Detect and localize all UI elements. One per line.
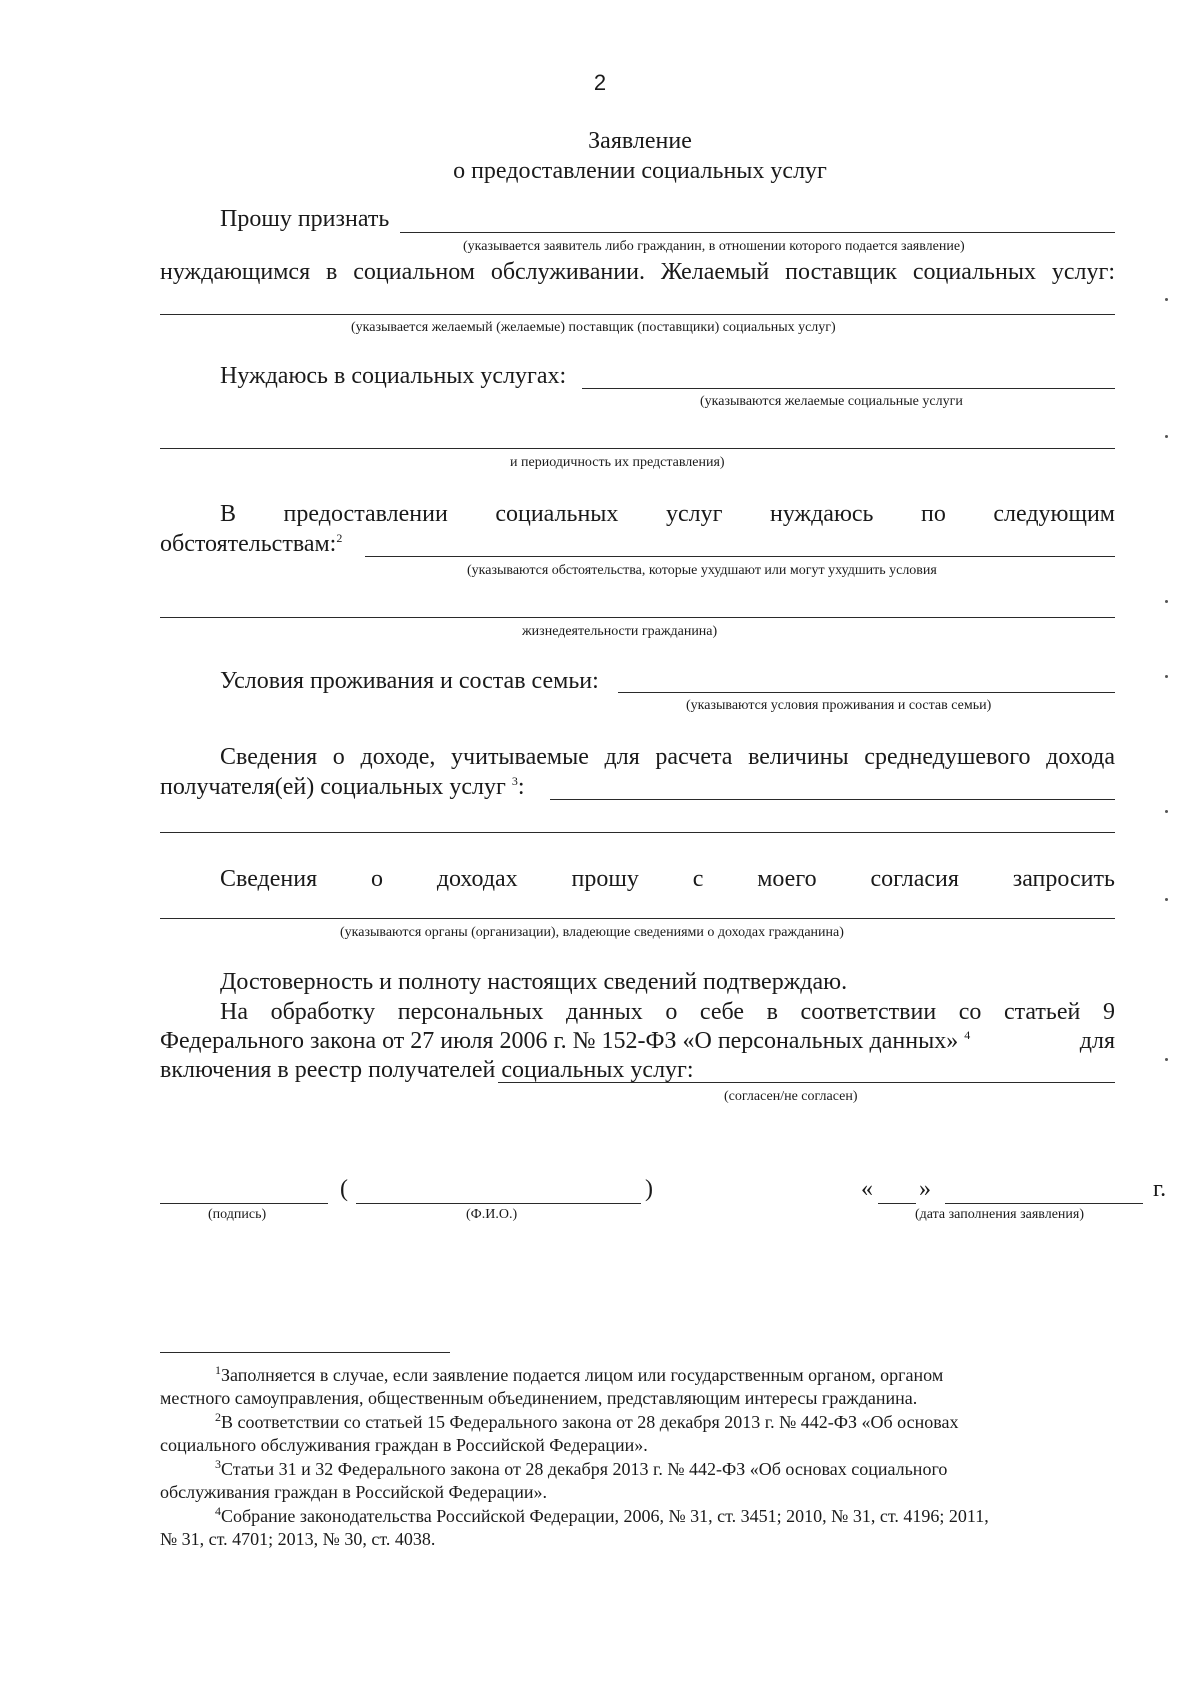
- word: обработку: [270, 999, 376, 1025]
- word: Сведения: [220, 866, 318, 892]
- services-label: Нуждаюсь в социальных услугах:: [220, 363, 567, 389]
- document-title: Заявление: [588, 128, 692, 154]
- word: соответствии: [800, 999, 937, 1025]
- applicant-hint: (указывается заявитель либо гражданин, в отношении которого подается заявление): [463, 239, 965, 254]
- date-hint: (дата заполнения заявления): [915, 1207, 1085, 1222]
- circumstances-field[interactable]: [365, 556, 1115, 557]
- circumstances-label: обстоятельствам:$^2$: [160, 531, 343, 557]
- word: по: [921, 501, 946, 527]
- footnote-1: $^1$Заполняется в случае, если заявление подается лицом или государственным органом, органом: [215, 1363, 944, 1385]
- consent-line2: [160, 1027, 1115, 1055]
- income-request-line: [220, 865, 1115, 893]
- income-line2: получателя(ей) социальных услуг $^3$:: [160, 774, 525, 800]
- word: прошу: [571, 866, 639, 892]
- living-label: Условия проживания и состав семьи:: [220, 668, 599, 694]
- word: себе: [699, 999, 745, 1025]
- word: со: [958, 999, 982, 1025]
- word: моего: [757, 866, 817, 892]
- confirm-statement: Достоверность и полноту настоящих сведений подтверждаю.: [220, 969, 848, 995]
- word: В: [220, 501, 237, 527]
- word: о: [370, 866, 383, 892]
- footnote-3: $^3$Статьи 31 и 32 Федерального закона от 28 декабря 2013 г. № 442-ФЗ «Об основах социального: [215, 1457, 948, 1479]
- word: с: [692, 866, 704, 892]
- scan-dot: [1165, 1058, 1168, 1061]
- scan-dot: [1165, 810, 1168, 813]
- consent-line2-text: Федерального закона от 27 июля 2006 г. № 152-ФЗ «О персональных данных» $^4$: [160, 1028, 971, 1054]
- date-month-field[interactable]: [945, 1203, 1143, 1204]
- footnote-ref-4: 4: [964, 1028, 971, 1042]
- date-day-field[interactable]: [878, 1203, 916, 1204]
- footnote-4-cont: № 31, ст. 4701; 2013, № 30, ст. 4038.: [160, 1529, 436, 1549]
- signature-hint: (подпись): [208, 1207, 267, 1222]
- provider-hint: (указывается желаемый (желаемые) поставщик (поставщики) социальных услуг): [351, 320, 836, 335]
- applicant-field[interactable]: [400, 232, 1115, 233]
- footnote-2: $^2$В соответствии со статьей 15 Федерального закона от 28 декабря 2013 г. № 442-ФЗ «Об основах: [215, 1410, 959, 1432]
- word: о: [665, 999, 678, 1025]
- consent-line1: [220, 998, 1115, 1026]
- services-hint: (указываются желаемые социальные услуги: [700, 394, 963, 409]
- word: доходах: [436, 866, 518, 892]
- word: запросить: [1012, 866, 1115, 892]
- scan-dot: [1165, 435, 1168, 438]
- word: 9: [1102, 999, 1115, 1025]
- footnote-4: $^4$Собрание законодательства Российской Федерации, 2006, № 31, ст. 3451; 2010, № 31, ст. 4196; 2011,: [215, 1504, 989, 1526]
- year-suffix: г.: [1153, 1176, 1167, 1202]
- circumstances-field-2[interactable]: [160, 617, 1115, 618]
- footnote-2-cont: социального обслуживания граждан в Российской Федерации».: [160, 1435, 648, 1455]
- circumstances-hint: (указываются обстоятельства, которые ухудшают или могут ухудшить условия: [467, 563, 937, 578]
- word: предоставлении: [283, 501, 448, 527]
- services-hint-2: и периодичность их представления): [510, 455, 725, 470]
- scan-dot: [1165, 298, 1168, 301]
- fio-hint: (Ф.И.О.): [466, 1207, 518, 1222]
- footnote-ref-2: 2: [336, 531, 343, 545]
- scan-dot: [1165, 675, 1168, 678]
- services-field[interactable]: [582, 388, 1115, 389]
- request-label: Прошу признать: [220, 206, 390, 232]
- consent-field[interactable]: [498, 1082, 1115, 1083]
- word: данных: [566, 999, 643, 1025]
- scan-dot: [1165, 898, 1168, 901]
- scan-dot: [1165, 600, 1168, 603]
- income-line1: Сведения о доходе, учитываемые для расчета величины среднедушевого дохода: [220, 744, 1115, 770]
- consent-hint: (согласен/не согласен): [724, 1089, 858, 1104]
- services-field-2[interactable]: [160, 448, 1115, 449]
- income-field-2[interactable]: [160, 832, 1115, 833]
- footnote-ref-3: 3: [511, 774, 518, 788]
- circumstances-hint-2: жизнедеятельности гражданина): [522, 624, 718, 639]
- date-quote-open: «: [861, 1176, 873, 1202]
- footnote-separator: [160, 1352, 450, 1353]
- circumstances-line1: [220, 500, 1115, 528]
- footnote-1-cont: местного самоуправления, общественным объединением, представляющим интересы гражданина.: [160, 1388, 918, 1408]
- footnote-3-cont: обслуживания граждан в Российской Федерации».: [160, 1482, 548, 1502]
- date-quote-close: »: [919, 1176, 931, 1202]
- word: персональных: [397, 999, 544, 1025]
- fio-paren-open: (: [340, 1176, 348, 1202]
- income-field[interactable]: [550, 799, 1115, 800]
- word: статьей: [1003, 999, 1081, 1025]
- income-organizations-hint: (указываются органы (организации), владеющие сведениями о доходах гражданина): [340, 925, 844, 940]
- word: социальных: [495, 501, 619, 527]
- provider-field[interactable]: [160, 314, 1115, 315]
- word: услуг: [665, 501, 723, 527]
- word: в: [766, 999, 778, 1025]
- fio-paren-close: ): [645, 1176, 653, 1202]
- fio-field[interactable]: [356, 1203, 641, 1204]
- consent-line2-end: для: [1079, 1028, 1115, 1054]
- request-line2: нуждающимся в социальном обслуживании. Желаемый поставщик социальных услуг:: [160, 259, 1115, 285]
- consent-line3: включения в реестр получателей социальных услуг:: [160, 1057, 694, 1083]
- word: На: [220, 999, 248, 1025]
- word: следующим: [993, 501, 1115, 527]
- living-hint: (указываются условия проживания и состав семьи): [686, 698, 992, 713]
- page-number: 2: [593, 70, 607, 95]
- word: согласия: [870, 866, 959, 892]
- living-field[interactable]: [618, 692, 1115, 693]
- income-organizations-field[interactable]: [160, 918, 1115, 919]
- word: нуждаюсь: [769, 501, 874, 527]
- signature-field[interactable]: [160, 1203, 328, 1204]
- document-subtitle: о предоставлении социальных услуг: [453, 158, 827, 184]
